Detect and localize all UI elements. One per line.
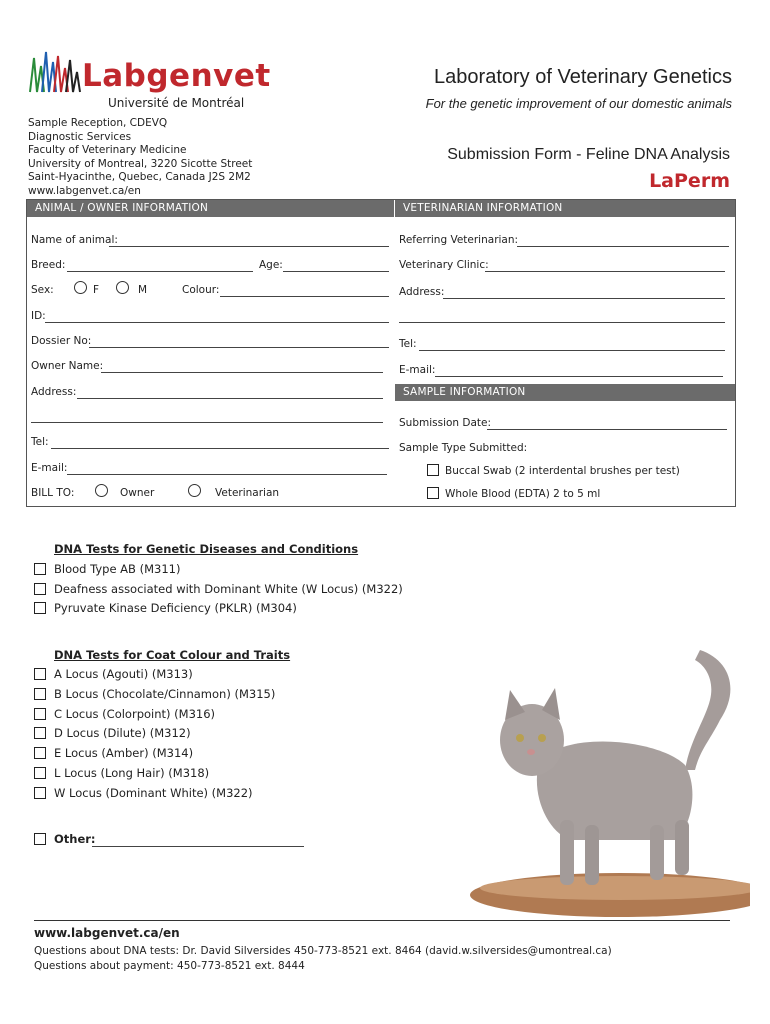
vet-email-label: E-mail: xyxy=(399,364,436,376)
test-checkbox[interactable] xyxy=(34,602,46,614)
test-label: D Locus (Dilute) (M312) xyxy=(54,726,191,740)
owner-email-label: E-mail: xyxy=(31,462,68,474)
test-label: Deafness associated with Dominant White (W Locus) (M322) xyxy=(54,582,403,596)
test-checkbox[interactable] xyxy=(34,688,46,700)
test-label: A Locus (Agouti) (M313) xyxy=(54,667,193,681)
address-link[interactable]: www.labgenvet.ca/en xyxy=(28,184,141,197)
bill-vet-radio[interactable] xyxy=(188,484,201,497)
referring-vet-label: Referring Veterinarian: xyxy=(399,234,519,246)
lab-title: Laboratory of Veterinary Genetics xyxy=(434,66,732,88)
submission-date-label: Submission Date: xyxy=(399,417,492,429)
test-label: C Locus (Colorpoint) (M316) xyxy=(54,707,216,721)
age-label: Age: xyxy=(259,259,283,271)
owner-name-label: Owner Name: xyxy=(31,360,104,372)
test-checkbox[interactable] xyxy=(34,668,46,680)
animal-owner-header: ANIMAL / OWNER INFORMATION xyxy=(27,200,394,217)
vet-email-field[interactable] xyxy=(435,376,723,377)
diseases-heading: DNA Tests for Genetic Diseases and Conditions xyxy=(54,542,359,556)
clinic-label: Veterinary Clinic: xyxy=(399,259,489,271)
sample-info-header: SAMPLE INFORMATION xyxy=(395,384,735,401)
logo-wordmark: Labgenvet xyxy=(82,58,271,94)
id-label: ID: xyxy=(31,310,46,322)
form-title: Submission Form - Feline DNA Analysis xyxy=(447,146,730,163)
footer-dna-questions: Questions about DNA tests: Dr. David Silversides 450-773-8521 ext. 8464 (david.w.silversides@umontreal.ca) xyxy=(34,945,612,957)
bill-owner-label: Owner xyxy=(120,487,155,499)
address-line: Sample Reception, CDEVQ xyxy=(28,117,168,129)
sex-f-radio[interactable] xyxy=(74,281,87,294)
footer-payment-questions: Questions about payment: 450-773-8521 ext. 8444 xyxy=(34,960,305,972)
test-label: Pyruvate Kinase Deficiency (PKLR) (M304) xyxy=(54,601,297,615)
sex-m-label: M xyxy=(138,284,148,296)
owner-address-label: Address: xyxy=(31,386,77,398)
test-label: B Locus (Chocolate/Cinnamon) (M315) xyxy=(54,687,276,701)
clinic-field[interactable] xyxy=(485,271,725,272)
sex-f-label: F xyxy=(93,284,100,296)
bill-to-label: BILL TO: xyxy=(31,487,75,499)
animal-name-field[interactable] xyxy=(109,246,389,247)
age-field[interactable] xyxy=(283,271,389,272)
owner-address-field[interactable] xyxy=(77,398,383,399)
test-checkbox[interactable] xyxy=(34,708,46,720)
dossier-field[interactable] xyxy=(89,347,389,348)
sex-label: Sex: xyxy=(31,284,54,296)
owner-tel-label: Tel: xyxy=(31,436,49,448)
sample-type-label: Sample Type Submitted: xyxy=(399,442,528,454)
test-label: W Locus (Dominant White) (M322) xyxy=(54,786,253,800)
vet-tel-label: Tel: xyxy=(399,338,417,350)
test-checkbox[interactable] xyxy=(34,727,46,739)
test-label: Blood Type AB (M311) xyxy=(54,562,181,576)
other-field[interactable] xyxy=(92,846,304,847)
info-box xyxy=(26,199,736,507)
test-checkbox[interactable] xyxy=(34,747,46,759)
other-label: Other: xyxy=(54,832,96,846)
other-checkbox[interactable] xyxy=(34,833,46,845)
logo-subtitle: Université de Montréal xyxy=(108,96,245,110)
address-line: Saint-Hyacinthe, Quebec, Canada J2S 2M2 xyxy=(28,171,251,183)
buccal-swab-checkbox[interactable] xyxy=(427,464,439,476)
breed-field[interactable] xyxy=(67,271,253,272)
coat-heading: DNA Tests for Coat Colour and Traits xyxy=(54,648,291,662)
dna-chromatogram-icon xyxy=(28,48,84,94)
address-line: Diagnostic Services xyxy=(28,130,132,143)
breed-label: Breed: xyxy=(31,259,66,271)
bill-vet-label: Veterinarian xyxy=(215,487,280,499)
address-line: University of Montreal, 3220 Sicotte Street xyxy=(28,157,253,170)
test-checkbox[interactable] xyxy=(34,787,46,799)
vet-address-field[interactable] xyxy=(443,298,725,299)
test-label: E Locus (Amber) (M314) xyxy=(54,746,194,760)
vet-address-field-2[interactable] xyxy=(399,322,725,323)
animal-name-label: Name of animal: xyxy=(31,234,118,246)
owner-address-field-2[interactable] xyxy=(31,422,383,423)
owner-tel-field[interactable] xyxy=(51,448,389,449)
laperm-cat-image xyxy=(470,640,750,920)
id-field[interactable] xyxy=(45,322,389,323)
whole-blood-label: Whole Blood (EDTA) 2 to 5 ml xyxy=(445,488,601,500)
colour-field[interactable] xyxy=(220,296,389,297)
test-checkbox[interactable] xyxy=(34,767,46,779)
address-line: Faculty of Veterinary Medicine xyxy=(28,144,187,156)
reception-address xyxy=(28,117,252,198)
lab-subtitle: For the genetic improvement of our domestic animals xyxy=(425,96,732,111)
referring-vet-field[interactable] xyxy=(517,246,729,247)
owner-email-field[interactable] xyxy=(67,474,387,475)
sex-m-radio[interactable] xyxy=(116,281,129,294)
vet-address-label: Address: xyxy=(399,286,445,298)
whole-blood-checkbox[interactable] xyxy=(427,487,439,499)
submission-date-field[interactable] xyxy=(487,429,727,430)
owner-name-field[interactable] xyxy=(101,372,383,373)
breed-title: LaPerm xyxy=(649,170,730,192)
test-label: L Locus (Long Hair) (M318) xyxy=(54,766,210,780)
colour-label: Colour: xyxy=(182,284,220,296)
veterinarian-header: VETERINARIAN INFORMATION xyxy=(395,200,735,217)
test-checkbox[interactable] xyxy=(34,583,46,595)
test-checkbox[interactable] xyxy=(34,563,46,575)
vet-tel-field[interactable] xyxy=(419,350,725,351)
footer-url-link[interactable]: www.labgenvet.ca/en xyxy=(34,926,180,940)
buccal-swab-label: Buccal Swab (2 interdental brushes per test) xyxy=(445,465,680,477)
footer-divider xyxy=(34,920,730,921)
bill-owner-radio[interactable] xyxy=(95,484,108,497)
dossier-label: Dossier No: xyxy=(31,335,92,347)
